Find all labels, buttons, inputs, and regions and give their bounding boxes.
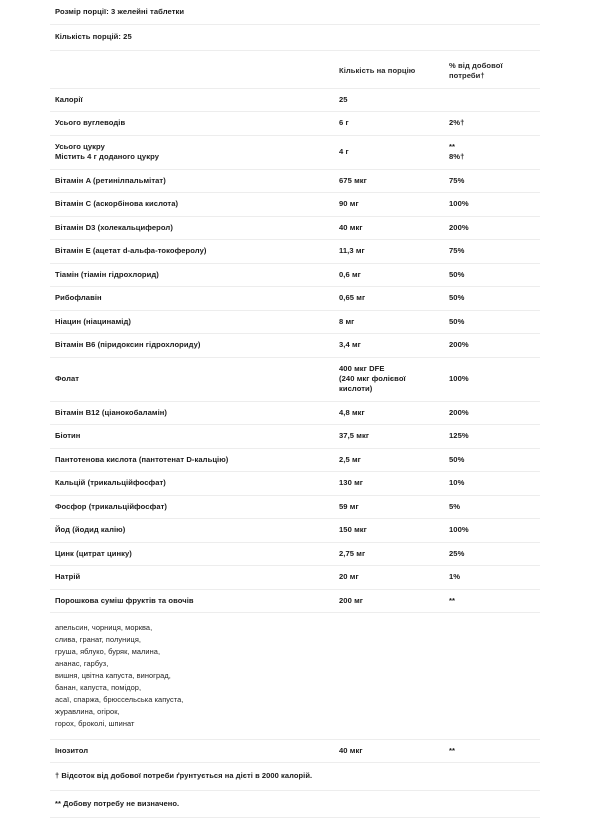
table-row <box>50 566 540 589</box>
nutrient-label: Фосфор (трикальційфосфат) <box>55 501 168 511</box>
nutrient-amount: 20 мг <box>339 572 359 582</box>
column-header-percent-dagger: † <box>480 71 485 81</box>
nutrient-label: Ніацин (ніацинамід) <box>55 316 131 326</box>
nutrient-amount: 8 мг <box>339 316 355 326</box>
blend-ingredients-list <box>50 613 540 740</box>
nutrient-amount: 200 мг <box>339 595 364 605</box>
nutrient-percent-line2: 8%† <box>449 152 465 162</box>
nutrient-label: Вітамін E (ацетат d-альфа-токоферолу) <box>55 246 207 256</box>
nutrient-amount: 25 <box>339 94 348 104</box>
nutrient-amount: 40 мкг <box>339 745 363 755</box>
table-row <box>50 519 540 542</box>
footnote-not-established <box>50 790 540 817</box>
nutrient-label: Біотин <box>55 431 81 441</box>
nutrient-label: Вітамін C (аскорбінова кислота) <box>55 199 179 209</box>
table-row <box>50 472 540 495</box>
table-row <box>50 263 540 286</box>
table-row <box>50 112 540 135</box>
footnote-text: ** Добову потребу не визначено. <box>55 798 180 808</box>
supplement-facts-panel <box>50 0 540 818</box>
nutrient-percent: ** <box>449 595 456 605</box>
nutrient-percent: 50% <box>449 454 465 464</box>
column-header-percent <box>444 50 540 88</box>
nutrient-label: Йод (йодид калію) <box>55 525 126 535</box>
nutrient-amount: 4,8 мкг <box>339 407 365 417</box>
table-row <box>50 193 540 216</box>
nutrient-amount: 90 мг <box>339 199 359 209</box>
nutrient-label: Тіамін (тіамін гідрохлорид) <box>55 269 159 279</box>
nutrient-label: Інозитол <box>55 745 89 755</box>
servings-per-container-label: Кількість порцій: 25 <box>55 32 132 42</box>
nutrient-percent: 50% <box>449 316 465 326</box>
blend-ingredient-line: апельсин, чорниця, морква, <box>55 623 153 633</box>
nutrient-amount: 0,65 мг <box>339 293 366 303</box>
supplement-facts-table <box>50 0 540 818</box>
footnote-text: † Відсоток від добової потреби ґрунтується на дієті в 2000 калорій. <box>55 771 313 781</box>
table-row <box>50 495 540 518</box>
blend-ingredient-line: журавлина, огірок, <box>55 707 120 717</box>
nutrient-amount: 675 мкг <box>339 175 367 185</box>
nutrient-percent-line1: ** <box>449 141 456 151</box>
nutrient-label: Порошкова суміш фруктів та овочів <box>55 595 194 605</box>
nutrient-amount: 2,5 мг <box>339 454 361 464</box>
table-row <box>50 240 540 263</box>
nutrient-label: Цинк (цитрат цинку) <box>55 548 132 558</box>
blend-ingredient-line: груша, яблуко, буряк, малина, <box>55 647 161 657</box>
nutrient-percent: 75% <box>449 175 465 185</box>
blend-ingredient-line: асаї, спаржа, брюссельська капуста, <box>55 695 184 705</box>
table-row-servings-per-container <box>50 25 540 50</box>
serving-size-label: Розмір порції: 3 желейні таблетки <box>55 7 185 16</box>
blend-ingredient-line: горох, броколі, шпинат <box>55 719 135 728</box>
nutrient-percent: 25% <box>449 548 465 558</box>
nutrient-label: Фолат <box>55 373 80 383</box>
table-row <box>50 169 540 192</box>
table-row <box>50 287 540 310</box>
nutrient-percent: ** <box>449 745 456 755</box>
nutrient-percent: 125% <box>449 431 469 441</box>
table-row <box>50 448 540 471</box>
nutrient-label: Кальцій (трикальційфосфат) <box>55 478 166 488</box>
table-row-inositol <box>50 739 540 762</box>
nutrient-percent: 75% <box>449 246 465 256</box>
nutrient-label: Усього вуглеводів <box>55 118 126 128</box>
nutrient-label: Вітамін D3 (холекальциферол) <box>55 222 173 232</box>
nutrient-amount-line1: 400 мкг DFE <box>339 363 385 373</box>
nutrient-label: Вітамін A (ретинілпальмітат) <box>55 175 166 185</box>
table-row <box>50 216 540 239</box>
table-row <box>50 310 540 333</box>
nutrient-percent: 100% <box>449 373 469 383</box>
nutrient-amount: 150 мкг <box>339 525 367 535</box>
nutrient-percent: 200% <box>449 407 469 417</box>
column-header-amount: Кількість на порцію <box>339 66 416 76</box>
nutrient-percent: 10% <box>449 478 465 488</box>
nutrient-label: Вітамін B6 (піридоксин гідрохлориду) <box>55 340 201 350</box>
nutrient-percent: 2%† <box>449 118 465 128</box>
table-row <box>50 334 540 357</box>
nutrient-percent <box>444 135 540 169</box>
nutrient-label: Пантотенова кислота (пантотенат D-кальцію) <box>55 454 229 464</box>
nutrient-percent: 100% <box>449 199 469 209</box>
nutrient-amount: 130 мг <box>339 478 364 488</box>
table-row <box>50 425 540 448</box>
nutrient-label <box>50 135 334 169</box>
nutrient-amount: 6 г <box>339 118 349 128</box>
nutrient-amount: 59 мг <box>339 501 359 511</box>
table-row <box>50 401 540 424</box>
nutrient-amount: 40 мкг <box>339 222 363 232</box>
nutrient-amount-line2: (240 мкг фолієвої кислоти) <box>339 373 406 394</box>
table-row-folate <box>50 357 540 401</box>
blend-ingredient-line: банан, капуста, помідор, <box>55 683 142 693</box>
nutrient-percent: 1% <box>449 572 461 582</box>
table-row <box>50 88 540 111</box>
table-row-serving-size <box>50 0 540 25</box>
nutrient-amount: 4 г <box>339 147 349 157</box>
blend-ingredient-line: вишня, цвітна капуста, виноград, <box>55 671 171 681</box>
nutrient-amount: 0,6 мг <box>339 269 361 279</box>
nutrient-amount: 11,3 мг <box>339 246 365 256</box>
column-header-label <box>50 50 334 88</box>
nutrient-amount: 3,4 мг <box>339 340 361 350</box>
table-row-fruit-vegetable-blend <box>50 589 540 612</box>
nutrient-percent: 50% <box>449 293 465 303</box>
table-header-row <box>50 50 540 88</box>
nutrient-amount: 2,75 мг <box>339 548 366 558</box>
nutrient-percent: 200% <box>449 340 469 350</box>
nutrient-percent: 100% <box>449 525 469 535</box>
table-row <box>50 542 540 565</box>
column-header-percent-text: % від добової потреби <box>449 60 503 81</box>
nutrient-label: Калорії <box>55 94 83 104</box>
nutrient-percent <box>444 88 540 111</box>
nutrient-label: Натрій <box>55 572 81 582</box>
nutrient-label-line1: Усього цукру <box>55 141 105 151</box>
nutrient-percent: 200% <box>449 222 469 232</box>
nutrient-percent: 50% <box>449 269 465 279</box>
nutrient-amount: 37,5 мкг <box>339 431 370 441</box>
table-row-blend-ingredients <box>50 613 540 740</box>
table-body <box>50 0 540 818</box>
nutrient-amount <box>334 357 444 401</box>
blend-ingredient-line: слива, гранат, полуниця, <box>55 635 142 645</box>
footnote-daily-value <box>50 763 540 790</box>
nutrient-label-line2: Містить 4 г доданого цукру <box>55 152 160 162</box>
nutrient-percent: 5% <box>449 501 461 511</box>
table-row-total-sugars <box>50 135 540 169</box>
blend-ingredient-line: ананас, гарбуз, <box>55 659 109 669</box>
nutrient-label: Рибофлавін <box>55 293 102 303</box>
nutrient-label: Вітамін B12 (ціанокобаламін) <box>55 407 168 417</box>
